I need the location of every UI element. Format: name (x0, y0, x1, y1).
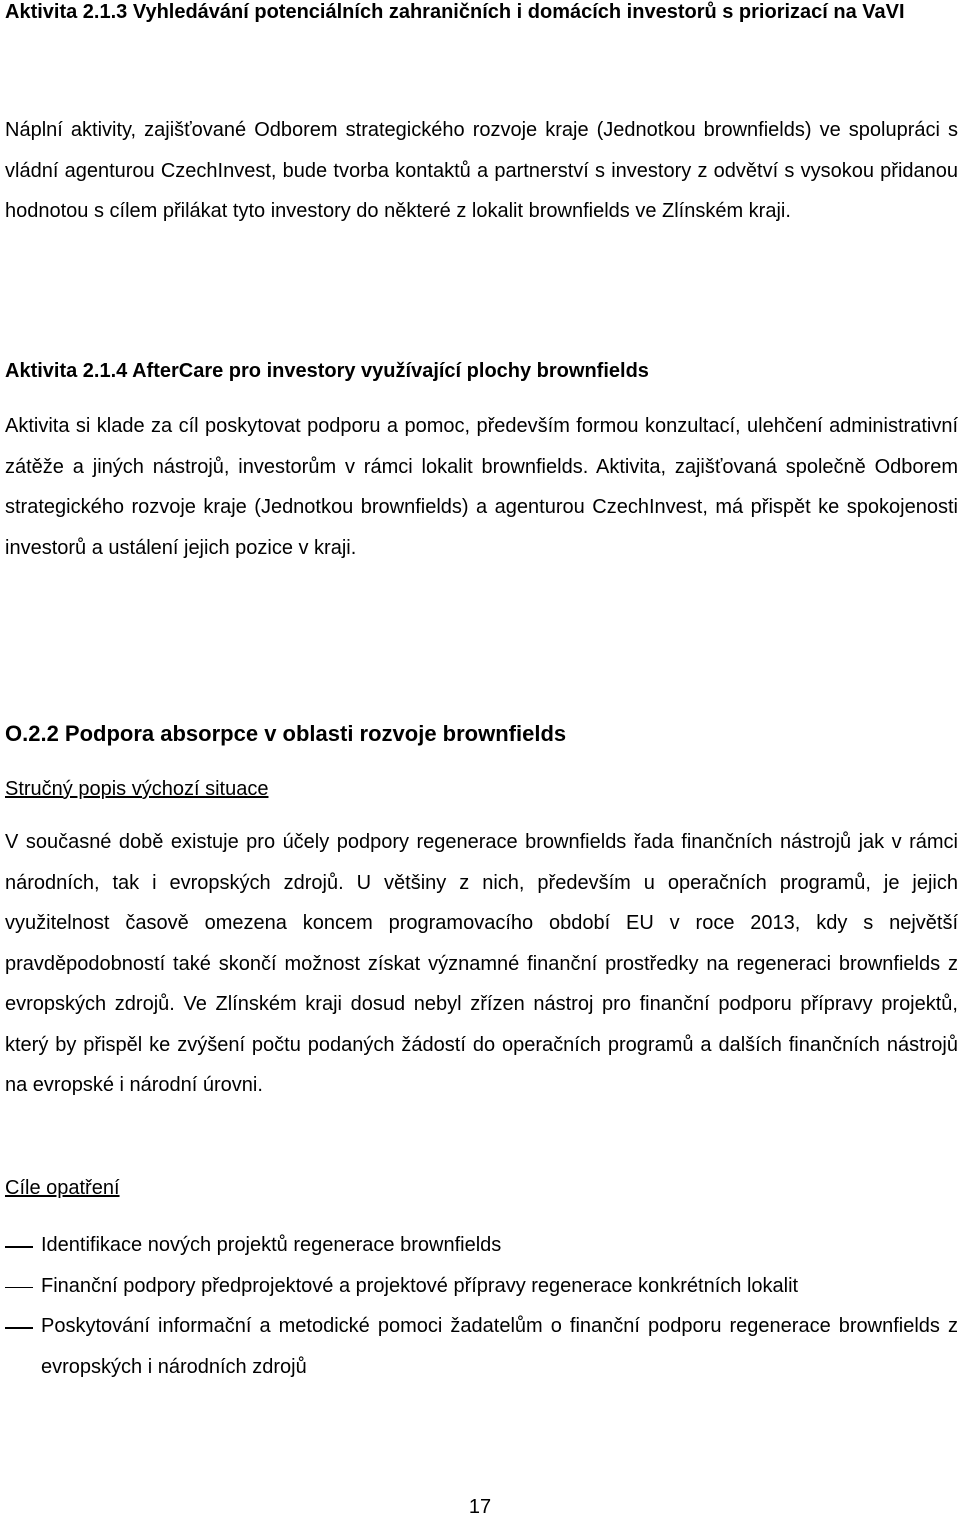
goal-text: Identifikace nových projektů regenerace brownfields (41, 1234, 502, 1256)
page-number: 17 (468, 1496, 492, 1518)
goal-text: Poskytování informační a metodické pomoci žadatelům o finanční podporu regenerace brownfields z evropských i národních zdrojů (41, 1315, 958, 1378)
goals-list-item (5, 1266, 958, 1307)
activity-213-heading: Aktivita 2.1.3 Vyhledávání potenciálních zahraničních i domácích investorů s priorizací na VaVI (5, 1, 905, 23)
activity-214-paragraph: Aktivita si klade za cíl poskytovat podporu a pomoc, především formou konzultací, ulehčení administrativní zátěže a jiných nástrojů, investorům v rámci lokalit brownfields. Aktivita, zajišťovaná společně Odborem strategického rozvoje kraje (Jednotkou brownfields) a agenturou CzechInvest, má přispět ke spokojenosti investorů a ustálení jejich pozice v kraji. (5, 415, 958, 559)
goals-list-item (5, 1225, 958, 1266)
situation-paragraph: V současné době existuje pro účely podpory regenerace brownfields řada finančních nástrojů jak v rámci národních, tak i evropských zdrojů. U většiny z nich, především u operačních programů, je jejich využitelnost časově omezena koncem programovacího období EU v roce 2013, kdy s největší pravděpodobností také skončí možnost získat významné finanční prostředky na regeneraci brownfields z evropských zdrojů. Ve Zlínském kraji dosud nebyl zřízen nástroj pro finanční podporu přípravy projektů, který by přispěl ke zvýšení počtu podaných žádostí do operačních programů a dalších finančních nástrojů na evropské i národní úrovni. (5, 831, 958, 1096)
o22-heading: O.2.2 Podpora absorpce v oblasti rozvoje brownfields (5, 721, 567, 746)
goals-list (5, 1225, 958, 1387)
goals-list-item (5, 1306, 958, 1387)
situation-subheading: Stručný popis výchozí situace (5, 778, 269, 800)
activity-213-paragraph: Náplní aktivity, zajišťované Odborem strategického rozvoje kraje (Jednotkou brownfields) ve spolupráci s vládní agenturou CzechInvest, bude tvorba kontaktů a partnerství s investory z odvětví s vysokou přidanou hodnotou s cílem přilákat tyto investory do některé z lokalit brownfields ve Zlínském kraji. (5, 119, 958, 222)
goal-text: Finanční podpory předprojektové a projektové přípravy regenerace konkrétních lokalit (41, 1274, 799, 1297)
activity-214-heading: Aktivita 2.1.4 AfterCare pro investory využívající plochy brownfields (5, 360, 649, 382)
goals-subheading: Cíle opatření (5, 1177, 120, 1199)
